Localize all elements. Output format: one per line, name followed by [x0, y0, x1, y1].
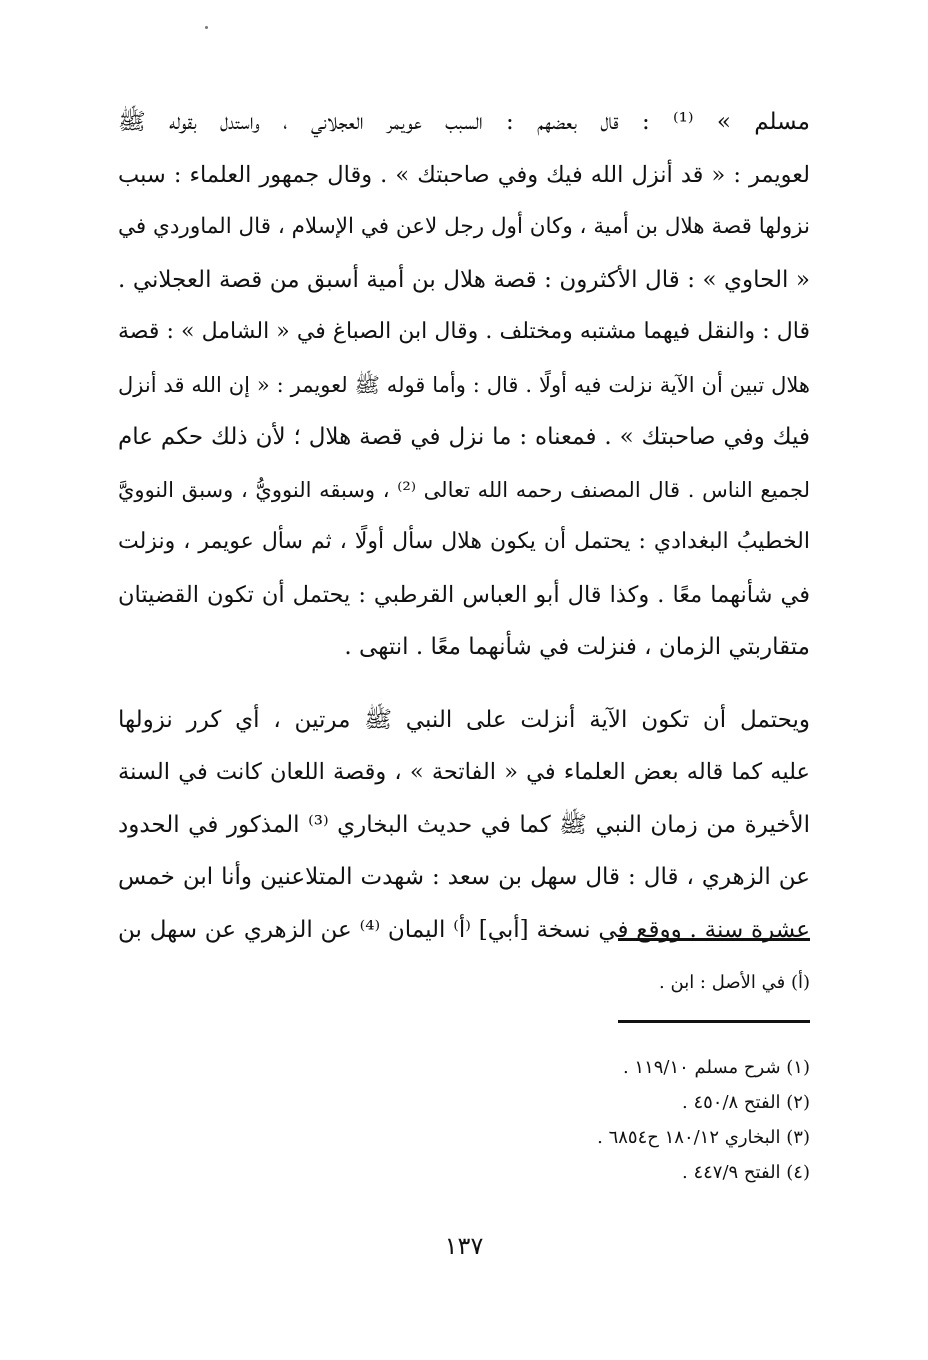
paragraph-1: [118, 96, 810, 674]
text-line: قال : والنقل فيهما مشتبه ومختلف . وقال ابن الصباغ في « الشامل » : قصة: [118, 319, 810, 344]
main-text: [118, 96, 810, 956]
text-line: الخطيبُ البغدادي : يحتمل أن يكون هلال سأل أولًا ، ثم سأل عويمر ، ونزلت: [118, 529, 810, 554]
paragraph-2: [118, 694, 810, 957]
text-line: هلال تبين أن الآية نزلت فيه أولًا . قال : وأما قوله ﷺ لعويمر : « إن الله قد أنزل: [118, 372, 810, 397]
footnote-list: [597, 1050, 810, 1190]
footnote: (٣) البخاري ١٨٠/١٢ ح٦٨٥٤ .: [597, 1127, 810, 1148]
footnote-divider-top: [618, 938, 810, 941]
footnote: (١) شرح مسلم ١١٩/١٠ .: [622, 1057, 810, 1078]
text-line: متقاربتي الزمان ، فنزلت في شأنهما معًا . انتهى .: [344, 634, 810, 660]
text-line: فيك وفي صاحبتك » . فمعناه : ما نزل في قصة هلال ؛ لأن ذلك حكم عام: [118, 424, 810, 450]
text-line: عليه كما قاله بعض العلماء في « الفاتحة » ، وقصة اللعان كانت في السنة: [118, 759, 810, 785]
text-line: مسلم » ⁽¹⁾ : قال بعضهم : السبب عويمر العجلاني ، واستدل بقوله ﷺ: [118, 109, 810, 135]
footnote: (٤) الفتح ٤٤٧/٩ .: [681, 1162, 810, 1183]
text-line: الأخيرة من زمان النبي ﷺ كما في حديث البخاري ⁽³⁾ المذكور في الحدود: [118, 811, 810, 838]
text-line: عن الزهري ، قال : قال سهل بن سعد : شهدت المتلاعنين وأنا ابن خمس: [118, 864, 810, 890]
footnote-divider-bottom: [618, 1020, 810, 1023]
text-line: « الحاوي » : قال الأكثرون : قصة هلال بن أمية أسبق من قصة العجلاني .: [118, 266, 810, 293]
text-line: عشرة سنة . ووقع في نسخة [أبي] ⁽أ⁾ اليمان ⁽⁴⁾ عن الزهري عن سهل بن: [118, 916, 810, 943]
page-number: ١٣٧: [444, 1232, 484, 1260]
paragraph-gap: [118, 674, 810, 694]
text-line: نزولها قصة هلال بن أمية ، وكان أول رجل لاعن في الإسلام ، قال الماوردي في: [118, 214, 810, 239]
textual-note: (أ) في الأصل : ابن .: [659, 972, 810, 993]
footnote: (٢) الفتح ٤٥٠/٨ .: [681, 1092, 810, 1113]
text-line: لجميع الناس . قال المصنف رحمه الله تعالى ⁽²⁾ ، وسبقه النوويُّ ، وسبق النوويَّ: [118, 477, 810, 502]
text-line: في شأنهما معًا . وكذا قال أبو العباس القرطبي : يحتمل أن تكون القضيتان: [118, 581, 810, 608]
text-line: لعويمر : « قد أنزل الله فيك وفي صاحبتك » . وقال جمهور العلماء : سبب: [118, 161, 810, 188]
text-line: ويحتمل أن تكون الآية أنزلت على النبي ﷺ مرتين ، أي كرر نزولها: [118, 706, 810, 733]
scan-speck: [205, 26, 208, 29]
